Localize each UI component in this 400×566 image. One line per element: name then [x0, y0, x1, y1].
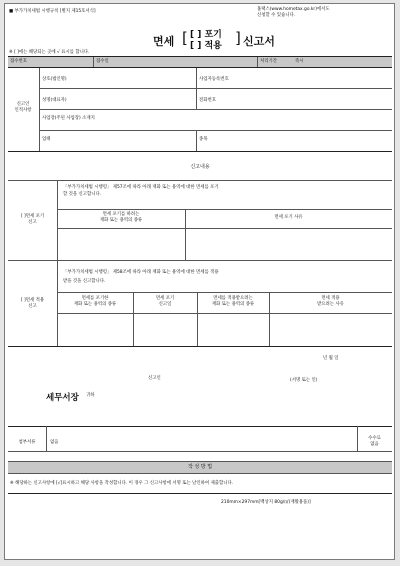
- attachments-label: 첨부서류: [18, 440, 36, 445]
- addressee-honorific: 귀하: [86, 393, 95, 398]
- apply-col1-line2: 재화 또는 용역의 종류: [73, 302, 117, 307]
- business-number-label: 사업자등록번호: [199, 77, 229, 82]
- title-bracket-open: [: [182, 29, 188, 47]
- paper-spec-footer: 210mm×297mm[백상지 80g/㎡(재활용품)]: [221, 500, 311, 505]
- guide-heading: 작 성 방 법: [187, 464, 213, 470]
- address-label: 사업장(주된 사업장) 소재지: [42, 116, 95, 121]
- fee-label: 수수료: [368, 436, 381, 441]
- reporter-section-label-2: 인적사항: [14, 108, 32, 113]
- tax-office-addressee: 세무서장: [46, 393, 79, 403]
- title-suffix: 신고서: [243, 35, 275, 48]
- waiver-col1-line2: 재화 또는 용역의 종류: [99, 218, 143, 223]
- apply-statement-2: 받을 것을 신고합니다.: [63, 279, 106, 284]
- representative-label: 성명(대표자): [42, 98, 67, 103]
- apply-col2-line2: 신고일: [158, 302, 172, 307]
- apply-col3-line2: 재화 또는 용역의 종류: [211, 302, 255, 307]
- apply-col4-line2: 받으려는 사유: [317, 302, 344, 307]
- form-title: [153, 26, 293, 52]
- instructions: ※ [ ]에는 해당되는 곳에 √ 표시를 합니다.: [9, 50, 90, 55]
- waiver-col2: 면세 포기 사유: [274, 215, 303, 220]
- waiver-col1-line1: 면세 포기를 하려는: [102, 212, 140, 217]
- title-option-apply: [ ] 적용: [190, 41, 222, 51]
- homepage-note-line1: 홈택스(www.hometax.go.kr)에서도: [257, 7, 330, 12]
- apply-label-2: 신고: [28, 304, 37, 309]
- homepage-note-line2: 신청할 수 있습니다.: [257, 13, 296, 18]
- processing-period-value: 즉시: [295, 59, 304, 64]
- form-sheet: [4, 3, 395, 560]
- report-date: 년 월 일: [323, 356, 339, 361]
- title-bracket-close: ]: [235, 29, 241, 47]
- receipt-number-label: 접수번호: [10, 59, 27, 64]
- waiver-statement-2: 할 것을 신고합니다.: [63, 192, 102, 197]
- apply-label-1: [ ]면세 적용: [20, 298, 45, 303]
- processing-period-label: 처리기간: [260, 59, 277, 64]
- guide-text: ※ 해당하는 신고사항에 [√]표시하고 해당 사항을 작성합니다. 이 경우 그 신고사항에 서명 또는 날인하여 제출합니다.: [10, 481, 234, 486]
- reporter-section-label-1: 신고인: [16, 102, 30, 107]
- reporter-sign-label: 신고인: [148, 376, 161, 381]
- apply-statement-1: 「부가가치세법 시행령」 제58조에 따라 아래 재화 또는 용역에 대한 면세를 적용: [63, 270, 219, 275]
- sign-or-seal-label: (서명 또는 인): [290, 378, 318, 383]
- waiver-statement-1: 「부가가치세법 시행령」 제57조에 따라 아래 재화 또는 용역에 대한 면세를 포기: [63, 185, 219, 190]
- business-item-label: 종목: [199, 137, 208, 142]
- apply-col3-line1: 면세를 적용받으려는: [213, 296, 253, 301]
- fee-value: 없음: [370, 442, 379, 447]
- waiver-label-1: [ ]면세 포기: [20, 214, 45, 219]
- apply-col2-line1: 면세 포기: [155, 296, 175, 301]
- apply-col1-line1: 면세를 포기한: [81, 296, 109, 301]
- apply-col4-line1: 면세 적용: [321, 296, 340, 301]
- attachments-value: 없음: [50, 440, 59, 445]
- receipt-date-label: 접수일: [96, 59, 109, 64]
- phone-label: 전화번호: [199, 98, 216, 103]
- waiver-label-2: 신고: [28, 220, 37, 225]
- business-name-label: 상호(법인명): [42, 77, 67, 82]
- title-option-waiver: [ ] 포기: [190, 30, 222, 40]
- business-type-label: 업태: [42, 137, 51, 142]
- content-heading: 신고내용: [190, 164, 210, 170]
- receipt-band: [8, 57, 392, 67]
- title-prefix: 면세: [153, 35, 175, 48]
- law-reference: ■ 부가가치세법 시행규칙 [별지 제15호서식]: [9, 9, 96, 14]
